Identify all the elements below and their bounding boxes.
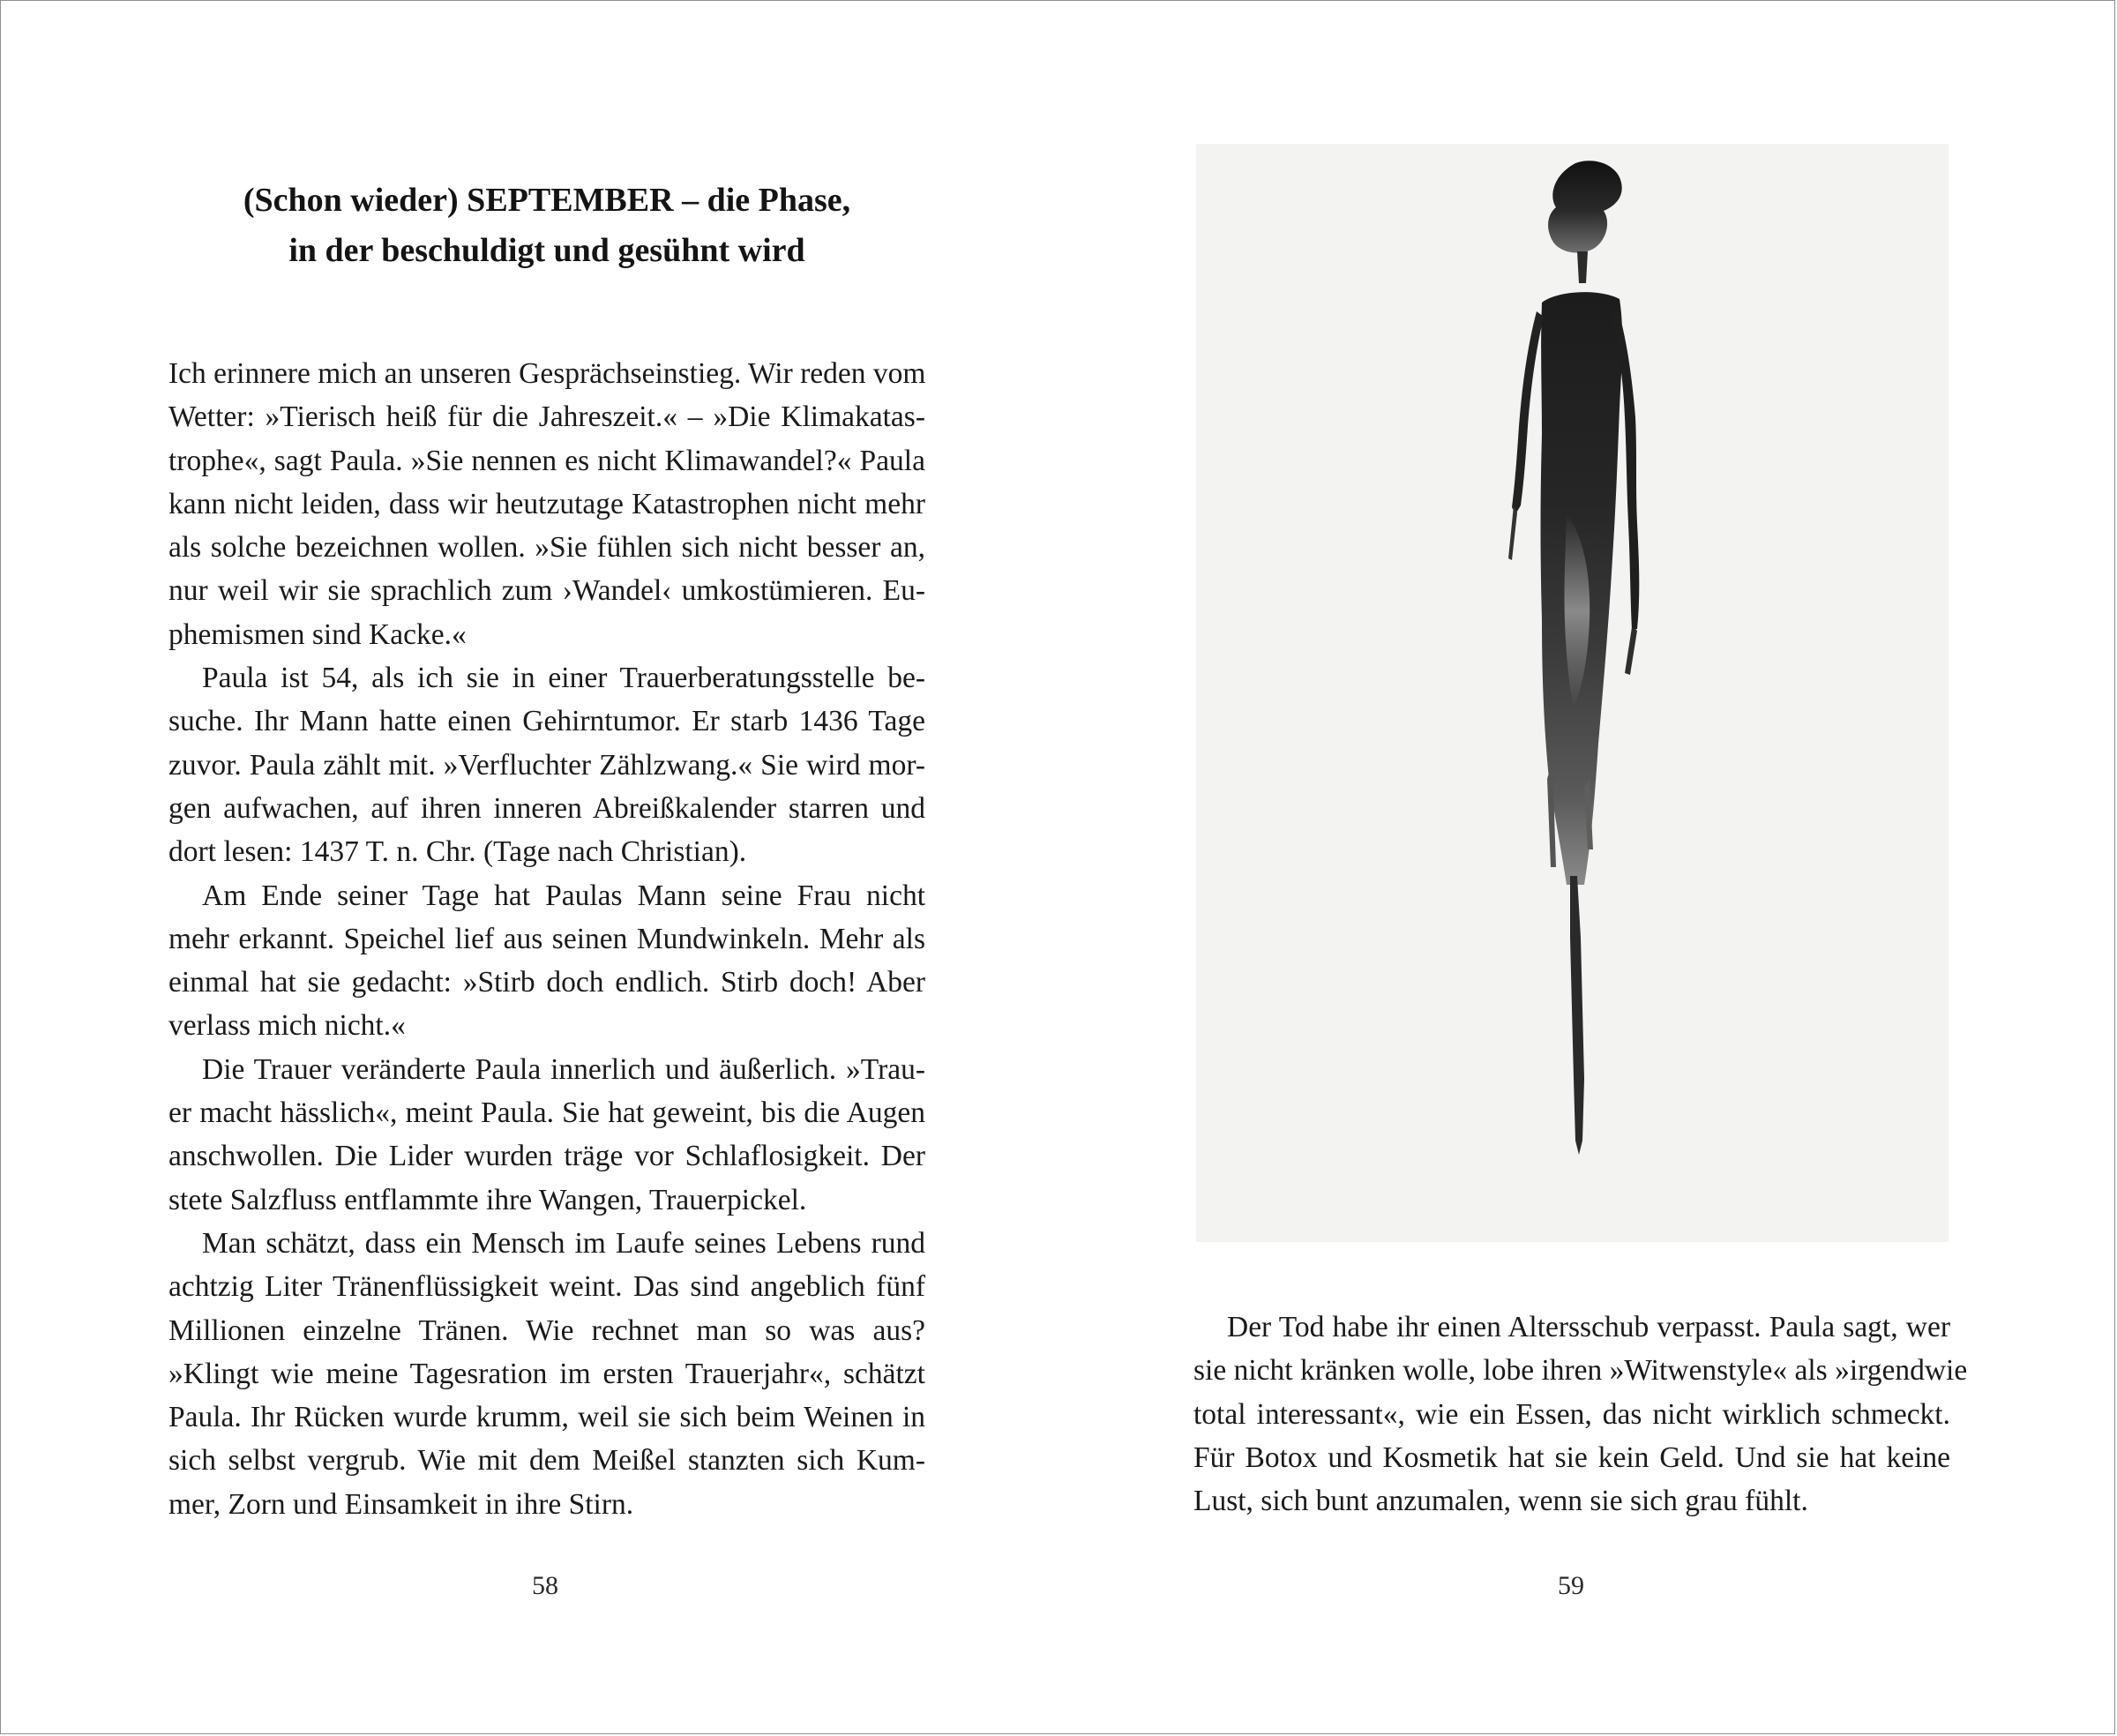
- figure-head: [1548, 161, 1622, 252]
- paragraph-2: [168, 656, 925, 873]
- heading-line-1: (Schon wieder) SEPTEMBER – die Phase,: [243, 182, 851, 219]
- text-line: »Klingt wie meine Tagesration im ersten Trauerjahr«, schätzt: [168, 1357, 925, 1390]
- text-line: kann nicht leiden, dass wir heutzutage Katastrophen nicht mehr: [168, 487, 925, 520]
- text-line: Man schätzt, dass ein Mensch im Laufe seines Lebens rund: [202, 1226, 925, 1260]
- text-line: Lust, sich bunt anzumalen, wenn sie sich grau fühlt.: [1193, 1485, 1808, 1518]
- text-line: total interessant«, wie ein Essen, das nicht wirklich schmeckt.: [1193, 1397, 1950, 1431]
- right-body-text: [1193, 1306, 1968, 1523]
- text-line: sie nicht kränken wolle, lobe ihren »Witwenstyle« als »irgendwie: [1193, 1354, 1968, 1388]
- paragraph-right: [1193, 1306, 1968, 1523]
- figure-neck: [1577, 251, 1588, 283]
- paragraph-3: [168, 874, 925, 1048]
- ink-figure-drawing: [1196, 144, 1949, 1242]
- paragraph-1: [168, 352, 925, 656]
- text-line: verlass mich nicht.«: [168, 1009, 406, 1043]
- text-line: Ich erinnere mich an unseren Gesprächseinstieg. Wir reden vom: [168, 357, 926, 390]
- heading-line-2: in der beschuldigt und gesühnt wird: [288, 232, 805, 269]
- text-line: nur weil wir sie sprachlich zum ›Wandel‹ umkostümieren. Eu-: [168, 574, 925, 608]
- text-line: Am Ende seiner Tage hat Paulas Mann seine Frau nicht: [202, 879, 925, 912]
- paragraph-4: [168, 1048, 925, 1222]
- text-line: einmal hat sie gedacht: »Stirb doch endlich. Stirb doch! Aber: [168, 966, 925, 999]
- text-line: mer, Zorn und Einsamkeit in ihre Stirn.: [168, 1487, 634, 1521]
- text-line: sich selbst vergrub. Wie mit dem Meißel stanzten sich Kum-: [168, 1444, 925, 1478]
- page-number-right: 59: [1558, 1571, 1584, 1600]
- text-line: dort lesen: 1437 T. n. Chr. (Tage nach Christian).: [168, 835, 747, 869]
- text-line: stete Salzfluss entflammte ihre Wangen, Trauerpickel.: [168, 1183, 807, 1216]
- figure-leg: [1570, 876, 1584, 1155]
- text-line: gen aufwachen, auf ihren inneren Abreißkalender starren und: [168, 791, 925, 825]
- text-line: achtzig Liter Tränenflüssigkeit weint. Das sind angeblich fünf: [168, 1270, 925, 1304]
- chapter-heading: [168, 176, 925, 276]
- left-page: [1, 1, 1059, 1733]
- text-line: suche. Ihr Mann hatte einen Gehirntumor. Er starb 1436 Tage: [168, 705, 925, 738]
- left-body-text: [168, 352, 925, 1526]
- text-line: zuvor. Paula zählt mit. »Verfluchter Zählzwang.« Sie wird mor-: [168, 748, 925, 782]
- page-number-left: 58: [532, 1571, 558, 1600]
- text-line: Der Tod habe ihr einen Altersschub verpasst. Paula sagt, wer: [1227, 1311, 1950, 1343]
- text-line: phemismen sind Kacke.«: [168, 617, 467, 651]
- right-page: [1059, 1, 2116, 1733]
- text-line: als solche bezeichnen wollen. »Sie fühlen sich nicht besser an,: [168, 531, 925, 565]
- text-line: er macht hässlich«, meint Paula. Sie hat geweint, bis die Augen: [168, 1096, 925, 1130]
- text-line: Die Trauer veränderte Paula innerlich und äußerlich. »Trau-: [202, 1052, 925, 1086]
- text-line: Paula ist 54, als ich sie in einer Trauerberatungsstelle be-: [202, 662, 925, 695]
- text-line: anschwollen. Die Lider wurden träge vor Schlaflosigkeit. Der: [168, 1140, 925, 1173]
- paragraph-5: [168, 1222, 925, 1526]
- figure-left-arm: [1512, 311, 1544, 514]
- text-line: Paula. Ihr Rücken wurde krumm, weil sie sich beim Weinen in: [168, 1401, 925, 1434]
- text-line: Für Botox und Kosmetik hat sie kein Geld. Und sie hat keine: [1193, 1440, 1950, 1474]
- text-line: mehr erkannt. Speichel lief aus seinen Mundwinkeln. Mehr als: [168, 922, 925, 955]
- text-line: Millionen einzelne Tränen. Wie rechnet man so was aus?: [168, 1313, 925, 1347]
- text-line: trophe«, sagt Paula. »Sie nennen es nicht Klimawandel?« Paula: [168, 444, 925, 477]
- figure-right-hand: [1625, 627, 1637, 675]
- figure-left-hand: [1508, 505, 1517, 560]
- text-line: Wetter: »Tierisch heiß für die Jahreszeit.« – »Die Klimakatas-: [168, 400, 925, 434]
- ink-figure-illustration: [1196, 144, 1949, 1242]
